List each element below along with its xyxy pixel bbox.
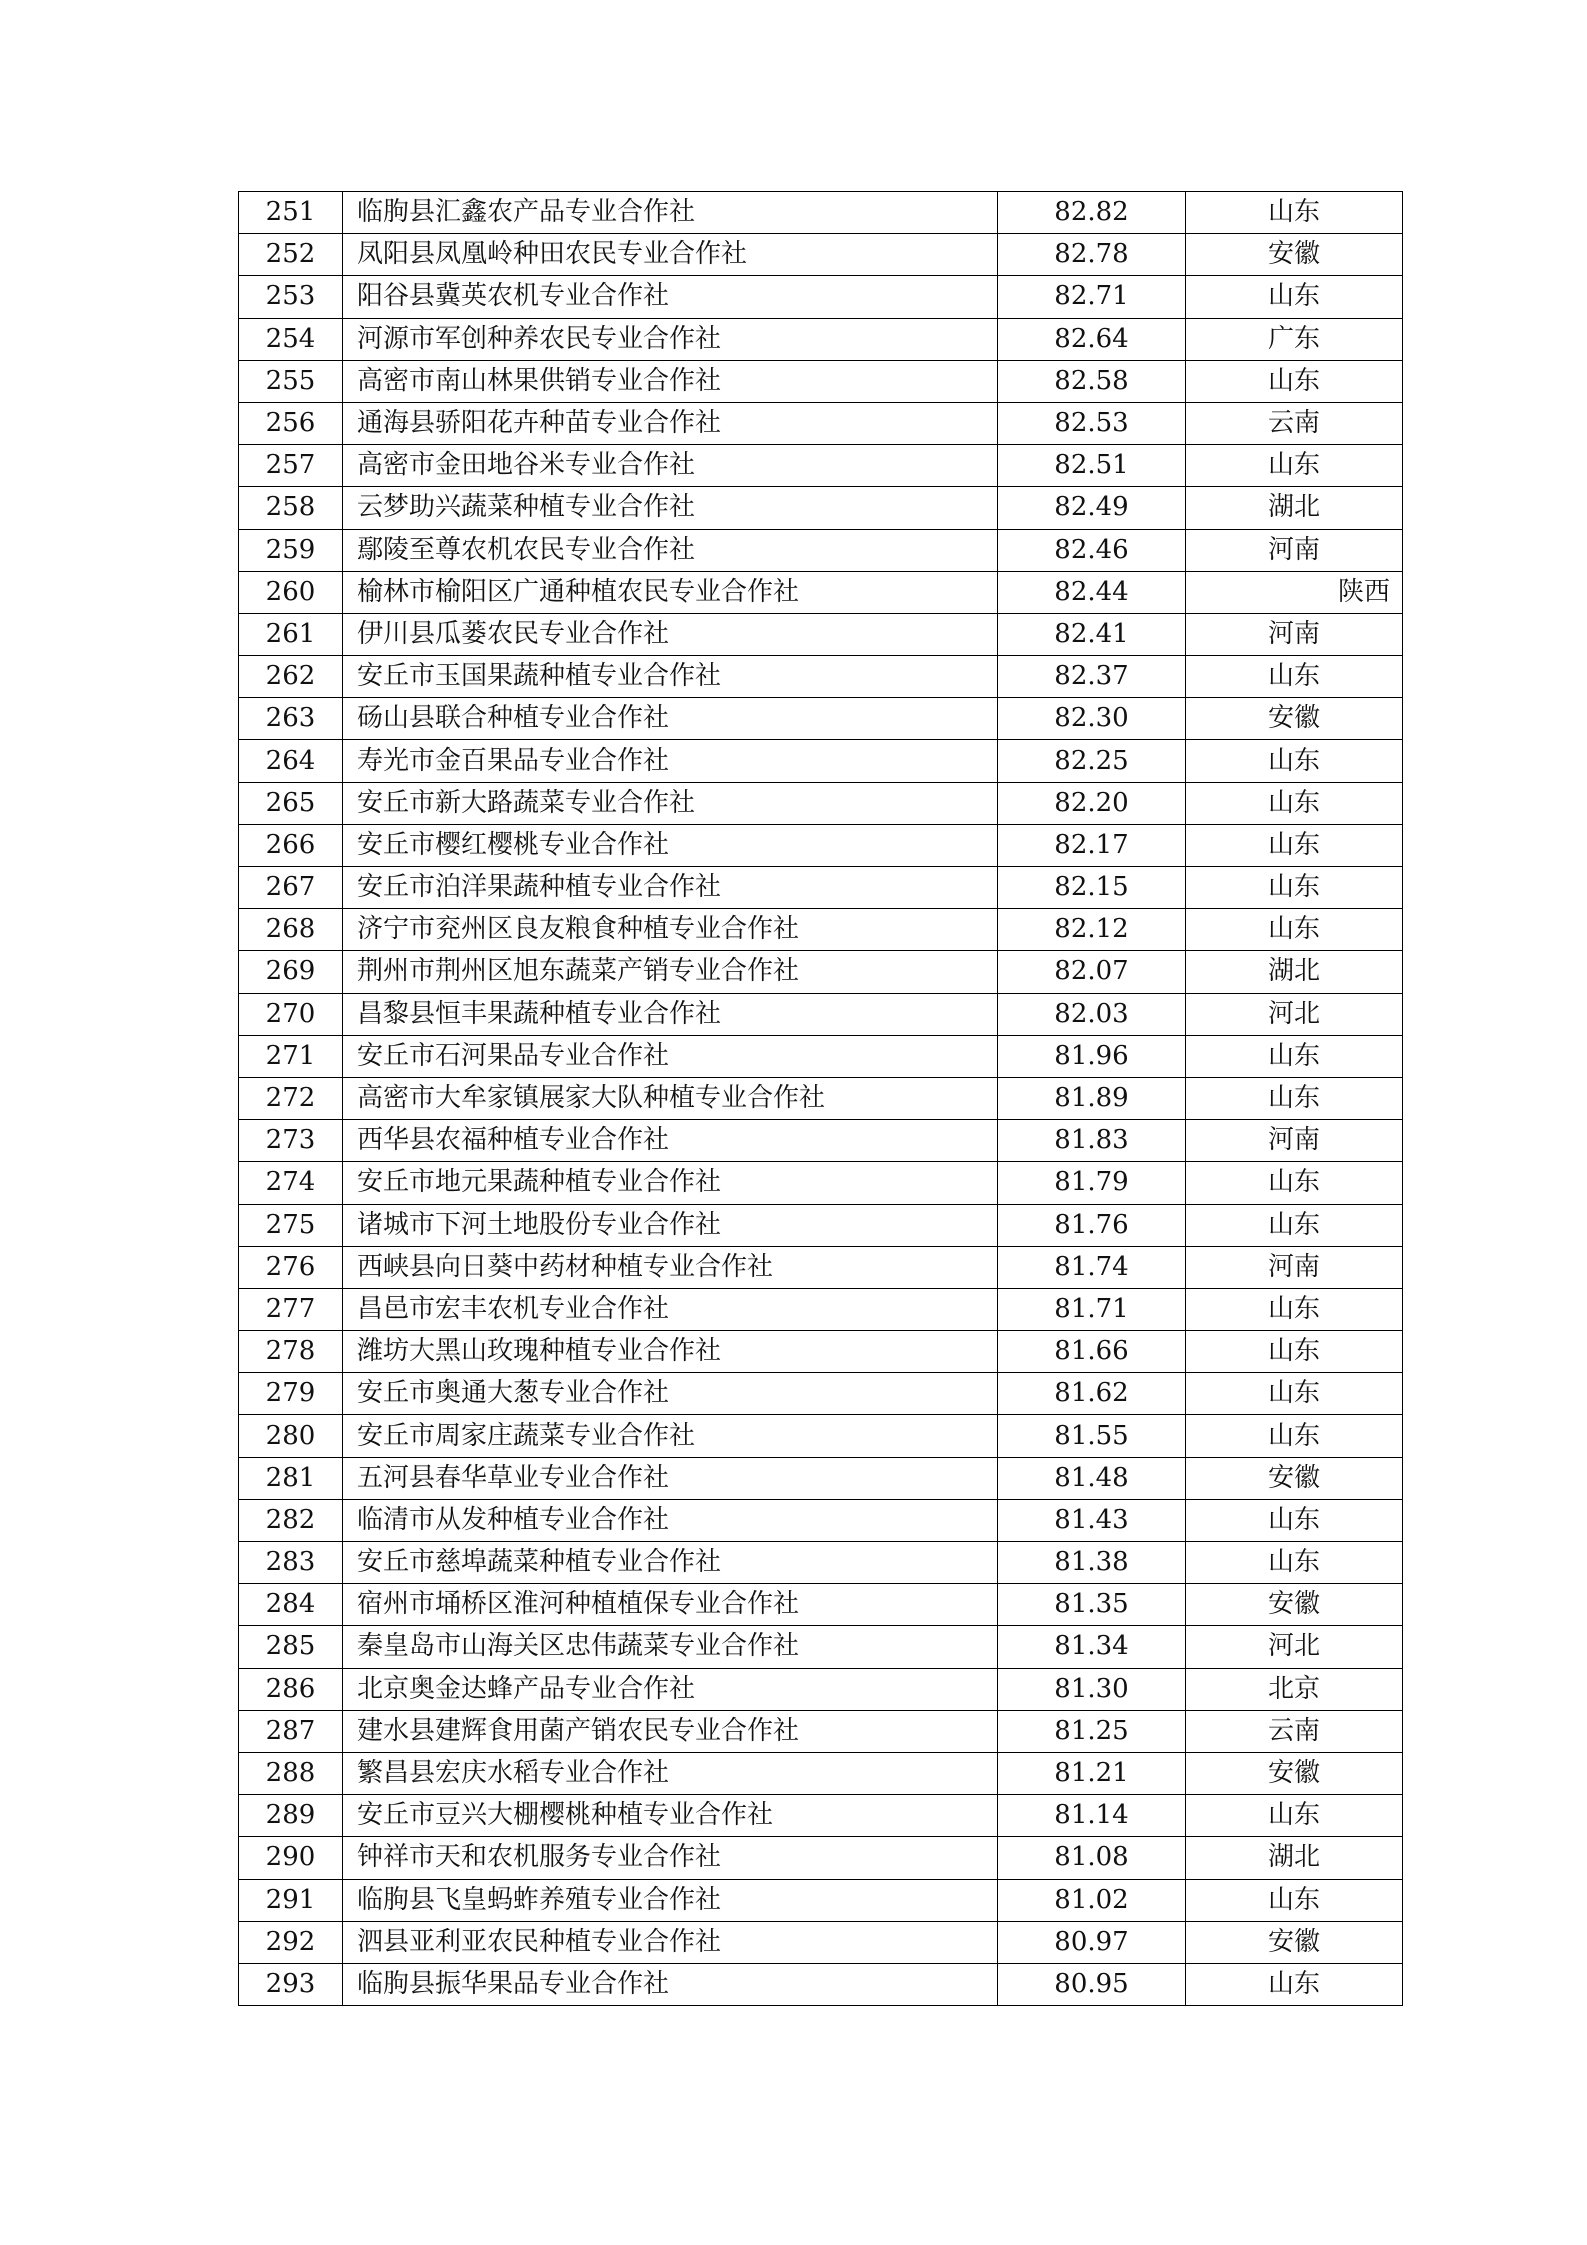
score-cell: 81.02: [998, 1879, 1186, 1921]
score-cell: 81.08: [998, 1837, 1186, 1879]
table-row: [239, 1795, 1403, 1837]
score-cell: 82.46: [998, 529, 1186, 571]
cooperative-name-cell: 泗县亚利亚农民种植专业合作社: [343, 1921, 998, 1963]
cooperative-name-cell: 云梦助兴蔬菜种植专业合作社: [343, 487, 998, 529]
rank-cell: 272: [239, 1077, 343, 1119]
province-cell: 安徽: [1186, 1752, 1403, 1794]
province-cell: 山东: [1186, 1795, 1403, 1837]
province-cell: 河南: [1186, 613, 1403, 655]
table-row: [239, 1921, 1403, 1963]
province-cell: 山东: [1186, 1879, 1403, 1921]
rank-cell: 288: [239, 1752, 343, 1794]
cooperative-name-cell: 安丘市樱红樱桃专业合作社: [343, 824, 998, 866]
score-cell: 81.74: [998, 1246, 1186, 1288]
table-row: [239, 1879, 1403, 1921]
score-cell: 81.14: [998, 1795, 1186, 1837]
rank-cell: 278: [239, 1331, 343, 1373]
table-row: [239, 1710, 1403, 1752]
cooperative-name-cell: 伊川县瓜蒌农民专业合作社: [343, 613, 998, 655]
table-body: [239, 192, 1403, 2006]
table-row: [239, 1752, 1403, 1794]
rank-cell: 291: [239, 1879, 343, 1921]
province-cell: 河北: [1186, 1626, 1403, 1668]
province-cell: 山东: [1186, 445, 1403, 487]
province-cell: 山东: [1186, 1499, 1403, 1541]
province-cell: 山东: [1186, 1963, 1403, 2005]
province-cell: 广东: [1186, 318, 1403, 360]
table-row: [239, 951, 1403, 993]
table-row: [239, 1246, 1403, 1288]
score-cell: 81.62: [998, 1373, 1186, 1415]
province-cell: 山东: [1186, 1077, 1403, 1119]
score-cell: 81.83: [998, 1120, 1186, 1162]
cooperative-name-cell: 五河县春华草业专业合作社: [343, 1457, 998, 1499]
province-cell: 山东: [1186, 1331, 1403, 1373]
rank-cell: 258: [239, 487, 343, 529]
rank-cell: 265: [239, 782, 343, 824]
score-cell: 81.71: [998, 1288, 1186, 1330]
table-row: [239, 1626, 1403, 1668]
rank-cell: 289: [239, 1795, 343, 1837]
score-cell: 82.41: [998, 613, 1186, 655]
rank-cell: 273: [239, 1120, 343, 1162]
table-row: [239, 867, 1403, 909]
table-row: [239, 1204, 1403, 1246]
rank-cell: 281: [239, 1457, 343, 1499]
table-row: [239, 402, 1403, 444]
province-cell: 山东: [1186, 867, 1403, 909]
cooperative-name-cell: 高密市大牟家镇展家大队种植专业合作社: [343, 1077, 998, 1119]
cooperative-name-cell: 通海县骄阳花卉种苗专业合作社: [343, 402, 998, 444]
table-row: [239, 1584, 1403, 1626]
table-row: [239, 318, 1403, 360]
table-row: [239, 276, 1403, 318]
province-cell: 山东: [1186, 276, 1403, 318]
cooperative-name-cell: 鄢陵至尊农机农民专业合作社: [343, 529, 998, 571]
score-cell: 82.71: [998, 276, 1186, 318]
table-row: [239, 445, 1403, 487]
score-cell: 82.44: [998, 571, 1186, 613]
province-cell: 山东: [1186, 360, 1403, 402]
cooperative-name-cell: 临朐县汇鑫农产品专业合作社: [343, 192, 998, 234]
province-cell: 山东: [1186, 1542, 1403, 1584]
rank-cell: 254: [239, 318, 343, 360]
table-row: [239, 909, 1403, 951]
rank-cell: 276: [239, 1246, 343, 1288]
cooperative-name-cell: 诸城市下河土地股份专业合作社: [343, 1204, 998, 1246]
cooperative-name-cell: 临朐县振华果品专业合作社: [343, 1963, 998, 2005]
cooperative-name-cell: 秦皇岛市山海关区忠伟蔬菜专业合作社: [343, 1626, 998, 1668]
rank-cell: 262: [239, 656, 343, 698]
rank-cell: 252: [239, 234, 343, 276]
province-cell: 山东: [1186, 656, 1403, 698]
cooperative-name-cell: 安丘市新大路蔬菜专业合作社: [343, 782, 998, 824]
cooperative-name-cell: 繁昌县宏庆水稻专业合作社: [343, 1752, 998, 1794]
cooperative-name-cell: 安丘市奥通大葱专业合作社: [343, 1373, 998, 1415]
province-cell: 安徽: [1186, 1921, 1403, 1963]
table-row: [239, 698, 1403, 740]
rank-cell: 274: [239, 1162, 343, 1204]
table-row: [239, 529, 1403, 571]
province-cell: 安徽: [1186, 698, 1403, 740]
cooperative-name-cell: 凤阳县凤凰岭种田农民专业合作社: [343, 234, 998, 276]
province-cell: 山东: [1186, 1288, 1403, 1330]
table-row: [239, 1077, 1403, 1119]
table-row: [239, 656, 1403, 698]
rank-cell: 268: [239, 909, 343, 951]
cooperative-name-cell: 北京奥金达蜂产品专业合作社: [343, 1668, 998, 1710]
rank-cell: 259: [239, 529, 343, 571]
rank-cell: 275: [239, 1204, 343, 1246]
rank-cell: 286: [239, 1668, 343, 1710]
province-cell: 北京: [1186, 1668, 1403, 1710]
score-cell: 82.07: [998, 951, 1186, 993]
score-cell: 81.66: [998, 1331, 1186, 1373]
province-cell: 山东: [1186, 782, 1403, 824]
table-row: [239, 1837, 1403, 1879]
table-row: [239, 487, 1403, 529]
rank-cell: 266: [239, 824, 343, 866]
cooperative-name-cell: 寿光市金百果品专业合作社: [343, 740, 998, 782]
cooperative-name-cell: 济宁市兖州区良友粮食种植专业合作社: [343, 909, 998, 951]
cooperative-name-cell: 安丘市慈埠蔬菜种植专业合作社: [343, 1542, 998, 1584]
score-cell: 82.53: [998, 402, 1186, 444]
rank-cell: 270: [239, 993, 343, 1035]
province-cell: 湖北: [1186, 1837, 1403, 1879]
table-row: [239, 1457, 1403, 1499]
rank-cell: 285: [239, 1626, 343, 1668]
score-cell: 81.35: [998, 1584, 1186, 1626]
score-cell: 82.78: [998, 234, 1186, 276]
cooperative-name-cell: 宿州市埇桥区淮河种植植保专业合作社: [343, 1584, 998, 1626]
province-cell: 山东: [1186, 824, 1403, 866]
table-row: [239, 1035, 1403, 1077]
table-row: [239, 192, 1403, 234]
cooperative-name-cell: 临朐县飞皇蚂蚱养殖专业合作社: [343, 1879, 998, 1921]
table-row: [239, 234, 1403, 276]
score-cell: 81.96: [998, 1035, 1186, 1077]
province-cell: 山东: [1186, 909, 1403, 951]
score-cell: 82.17: [998, 824, 1186, 866]
score-cell: 82.15: [998, 867, 1186, 909]
rank-cell: 261: [239, 613, 343, 655]
cooperative-name-cell: 高密市金田地谷米专业合作社: [343, 445, 998, 487]
rank-cell: 290: [239, 1837, 343, 1879]
table-row: [239, 360, 1403, 402]
cooperative-name-cell: 荆州市荆州区旭东蔬菜产销专业合作社: [343, 951, 998, 993]
table-row: [239, 1373, 1403, 1415]
score-cell: 81.55: [998, 1415, 1186, 1457]
rank-cell: 284: [239, 1584, 343, 1626]
table-row: [239, 740, 1403, 782]
cooperative-name-cell: 河源市军创种养农民专业合作社: [343, 318, 998, 360]
province-cell: 山东: [1186, 1373, 1403, 1415]
rank-cell: 255: [239, 360, 343, 402]
score-cell: 80.95: [998, 1963, 1186, 2005]
province-cell: 河南: [1186, 1120, 1403, 1162]
province-cell: 山东: [1186, 1162, 1403, 1204]
province-cell: 山东: [1186, 1035, 1403, 1077]
province-cell: 湖北: [1186, 951, 1403, 993]
score-cell: 81.48: [998, 1457, 1186, 1499]
table-row: [239, 1162, 1403, 1204]
table-row: [239, 1331, 1403, 1373]
province-cell: 陕西: [1186, 571, 1403, 613]
table-row: [239, 824, 1403, 866]
score-cell: 81.79: [998, 1162, 1186, 1204]
rank-cell: 260: [239, 571, 343, 613]
score-cell: 81.25: [998, 1710, 1186, 1752]
cooperative-name-cell: 西峡县向日葵中药材种植专业合作社: [343, 1246, 998, 1288]
score-cell: 81.30: [998, 1668, 1186, 1710]
rank-cell: 277: [239, 1288, 343, 1330]
score-cell: 82.20: [998, 782, 1186, 824]
table-row: [239, 613, 1403, 655]
cooperative-name-cell: 潍坊大黑山玫瑰种植专业合作社: [343, 1331, 998, 1373]
rank-cell: 263: [239, 698, 343, 740]
province-cell: 安徽: [1186, 1457, 1403, 1499]
score-cell: 82.12: [998, 909, 1186, 951]
province-cell: 河南: [1186, 529, 1403, 571]
score-cell: 81.76: [998, 1204, 1186, 1246]
rank-cell: 280: [239, 1415, 343, 1457]
cooperative-ranking-table: [238, 191, 1403, 2006]
rank-cell: 264: [239, 740, 343, 782]
score-cell: 81.21: [998, 1752, 1186, 1794]
province-cell: 山东: [1186, 1204, 1403, 1246]
cooperative-name-cell: 安丘市玉国果蔬种植专业合作社: [343, 656, 998, 698]
rank-cell: 267: [239, 867, 343, 909]
cooperative-name-cell: 高密市南山林果供销专业合作社: [343, 360, 998, 402]
rank-cell: 271: [239, 1035, 343, 1077]
score-cell: 80.97: [998, 1921, 1186, 1963]
province-cell: 安徽: [1186, 234, 1403, 276]
rank-cell: 282: [239, 1499, 343, 1541]
rank-cell: 257: [239, 445, 343, 487]
rank-cell: 293: [239, 1963, 343, 2005]
province-cell: 山东: [1186, 192, 1403, 234]
table-row: [239, 571, 1403, 613]
rank-cell: 292: [239, 1921, 343, 1963]
table-row: [239, 1120, 1403, 1162]
province-cell: 山东: [1186, 740, 1403, 782]
score-cell: 82.30: [998, 698, 1186, 740]
province-cell: 河北: [1186, 993, 1403, 1035]
table-row: [239, 1542, 1403, 1584]
province-cell: 云南: [1186, 1710, 1403, 1752]
score-cell: 82.49: [998, 487, 1186, 529]
cooperative-name-cell: 安丘市豆兴大棚樱桃种植专业合作社: [343, 1795, 998, 1837]
province-cell: 湖北: [1186, 487, 1403, 529]
rank-cell: 269: [239, 951, 343, 993]
cooperative-name-cell: 西华县农福种植专业合作社: [343, 1120, 998, 1162]
cooperative-name-cell: 安丘市石河果品专业合作社: [343, 1035, 998, 1077]
rank-cell: 253: [239, 276, 343, 318]
rank-cell: 283: [239, 1542, 343, 1584]
table-row: [239, 1288, 1403, 1330]
rank-cell: 287: [239, 1710, 343, 1752]
cooperative-name-cell: 砀山县联合种植专业合作社: [343, 698, 998, 740]
cooperative-name-cell: 榆林市榆阳区广通种植农民专业合作社: [343, 571, 998, 613]
score-cell: 82.51: [998, 445, 1186, 487]
cooperative-name-cell: 昌黎县恒丰果蔬种植专业合作社: [343, 993, 998, 1035]
province-cell: 云南: [1186, 402, 1403, 444]
score-cell: 82.82: [998, 192, 1186, 234]
cooperative-name-cell: 钟祥市天和农机服务专业合作社: [343, 1837, 998, 1879]
score-cell: 81.34: [998, 1626, 1186, 1668]
score-cell: 81.38: [998, 1542, 1186, 1584]
rank-cell: 251: [239, 192, 343, 234]
table-row: [239, 1499, 1403, 1541]
score-cell: 82.58: [998, 360, 1186, 402]
score-cell: 81.89: [998, 1077, 1186, 1119]
cooperative-name-cell: 阳谷县冀英农机专业合作社: [343, 276, 998, 318]
score-cell: 82.64: [998, 318, 1186, 360]
score-cell: 82.37: [998, 656, 1186, 698]
rank-cell: 279: [239, 1373, 343, 1415]
score-cell: 82.03: [998, 993, 1186, 1035]
cooperative-name-cell: 昌邑市宏丰农机专业合作社: [343, 1288, 998, 1330]
score-cell: 81.43: [998, 1499, 1186, 1541]
cooperative-name-cell: 安丘市周家庄蔬菜专业合作社: [343, 1415, 998, 1457]
cooperative-name-cell: 临清市从发种植专业合作社: [343, 1499, 998, 1541]
cooperative-name-cell: 安丘市地元果蔬种植专业合作社: [343, 1162, 998, 1204]
cooperative-name-cell: 建水县建辉食用菌产销农民专业合作社: [343, 1710, 998, 1752]
table-row: [239, 1415, 1403, 1457]
score-cell: 82.25: [998, 740, 1186, 782]
table-row: [239, 993, 1403, 1035]
rank-cell: 256: [239, 402, 343, 444]
cooperative-name-cell: 安丘市泊洋果蔬种植专业合作社: [343, 867, 998, 909]
province-cell: 安徽: [1186, 1584, 1403, 1626]
table-row: [239, 1668, 1403, 1710]
table-row: [239, 1963, 1403, 2005]
province-cell: 河南: [1186, 1246, 1403, 1288]
table-row: [239, 782, 1403, 824]
province-cell: 山东: [1186, 1415, 1403, 1457]
